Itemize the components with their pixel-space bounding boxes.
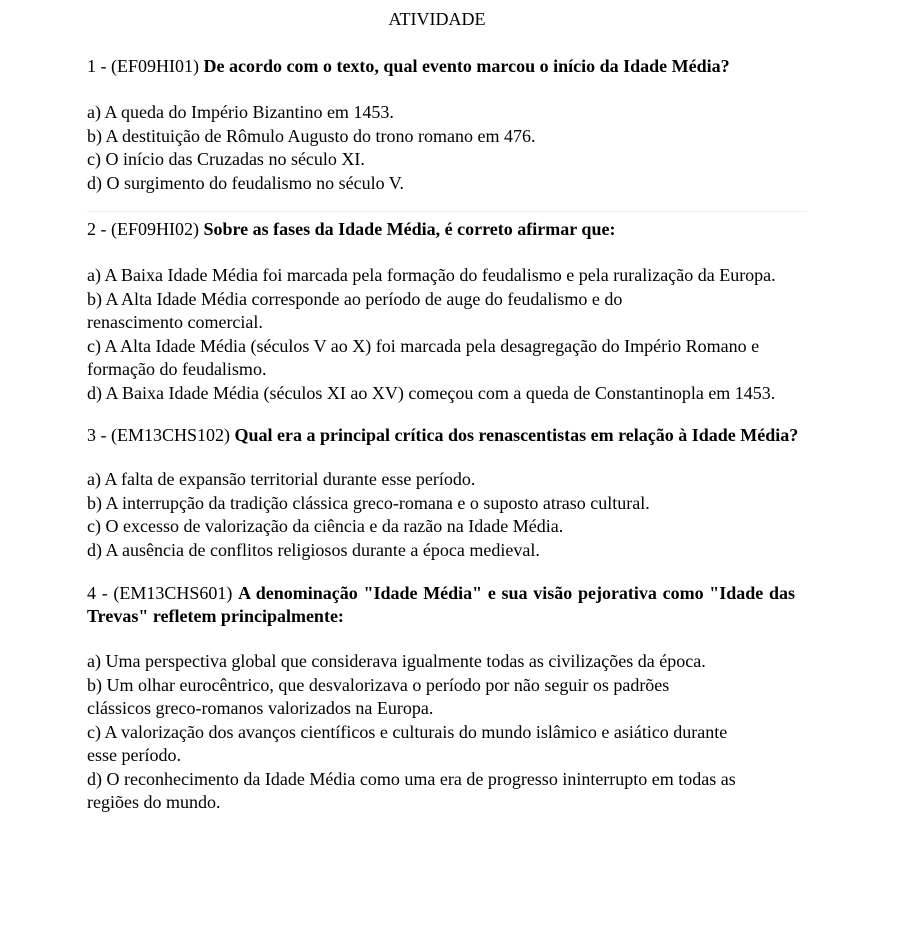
question-2-option-a: a) A Baixa Idade Média foi marcada pela formação do feudalismo e pela ruralização da Europa.	[87, 265, 776, 285]
question-4-options	[87, 650, 807, 815]
question-3-option-a: a) A falta de expansão territorial durante esse período.	[87, 469, 476, 489]
question-1-code: 1 - (EF09HI01)	[87, 56, 199, 76]
question-3-code: 3 - (EM13CHS102)	[87, 425, 230, 445]
question-4-prompt: A denominação "Idade Média" e sua visão pejorativa como "Idade das Trevas" refletem principalmente:	[87, 583, 796, 626]
question-4-header	[87, 582, 795, 628]
question-3-option-d: d) A ausência de conflitos religiosos durante a época medieval.	[87, 539, 540, 560]
question-2-prompt: Sobre as fases da Idade Média, é correto afirmar que:	[203, 219, 616, 239]
question-1-prompt: De acordo com o texto, qual evento marcou o início da Idade Média?	[203, 56, 730, 76]
question-3-option-b: b) A interrupção da tradição clássica greco-romana e o suposto atraso cultural.	[87, 492, 650, 513]
question-2-option-d: d) A Baixa Idade Média (séculos XI ao XV) começou com a queda de Constantinopla em 1453.	[87, 382, 776, 403]
question-4-option-d: d) O reconhecimento da Idade Média como uma era de progresso ininterrupto em todas as regiões do mundo.	[87, 768, 736, 812]
question-3-option-c: c) O excesso de valorização da ciência e da razão na Idade Média.	[87, 516, 564, 536]
question-1-option-c: c) O início das Cruzadas no século XI.	[87, 149, 365, 169]
question-4-option-b: b) Um olhar eurocêntrico, que desvalorizava o período por não seguir os padrões clássicos greco-romanos valorizados na Europa.	[87, 674, 670, 718]
question-1-header	[87, 55, 807, 78]
question-4-code: 4 - (EM13CHS601)	[87, 583, 233, 603]
question-3	[87, 424, 807, 562]
question-3-prompt: Qual era a principal crítica dos renascentistas em relação à Idade Média?	[234, 425, 799, 445]
question-2-options	[87, 264, 807, 405]
page-title: ATIVIDADE	[388, 9, 486, 29]
question-1-option-d: d) O surgimento do feudalismo no século V.	[87, 172, 404, 193]
question-3-options	[87, 468, 807, 562]
question-3-header	[87, 424, 799, 447]
question-4-option-a: a) Uma perspectiva global que considerava igualmente todas as civilizações da época.	[87, 651, 706, 671]
question-2-header	[87, 218, 807, 241]
question-2-option-c: c) A Alta Idade Média (séculos V ao X) foi marcada pela desagregação do Império Romano e formação do feudalismo.	[87, 335, 760, 379]
question-4	[87, 582, 807, 815]
question-1-options	[87, 101, 807, 195]
question-1-option-a: a) A queda do Império Bizantino em 1453.	[87, 102, 394, 122]
question-2-code: 2 - (EF09HI02)	[87, 219, 199, 239]
question-2-option-b: b) A Alta Idade Média corresponde ao período de auge do feudalismo e do renascimento comercial.	[87, 288, 623, 332]
activity-document	[87, 6, 807, 815]
section-divider	[87, 211, 807, 212]
question-1	[87, 55, 807, 195]
question-2	[87, 218, 807, 405]
question-1-option-b: b) A destituição de Rômulo Augusto do trono romano em 476.	[87, 125, 536, 146]
question-4-option-c: c) A valorização dos avanços científicos e culturais do mundo islâmico e asiático durante esse período.	[87, 721, 728, 765]
